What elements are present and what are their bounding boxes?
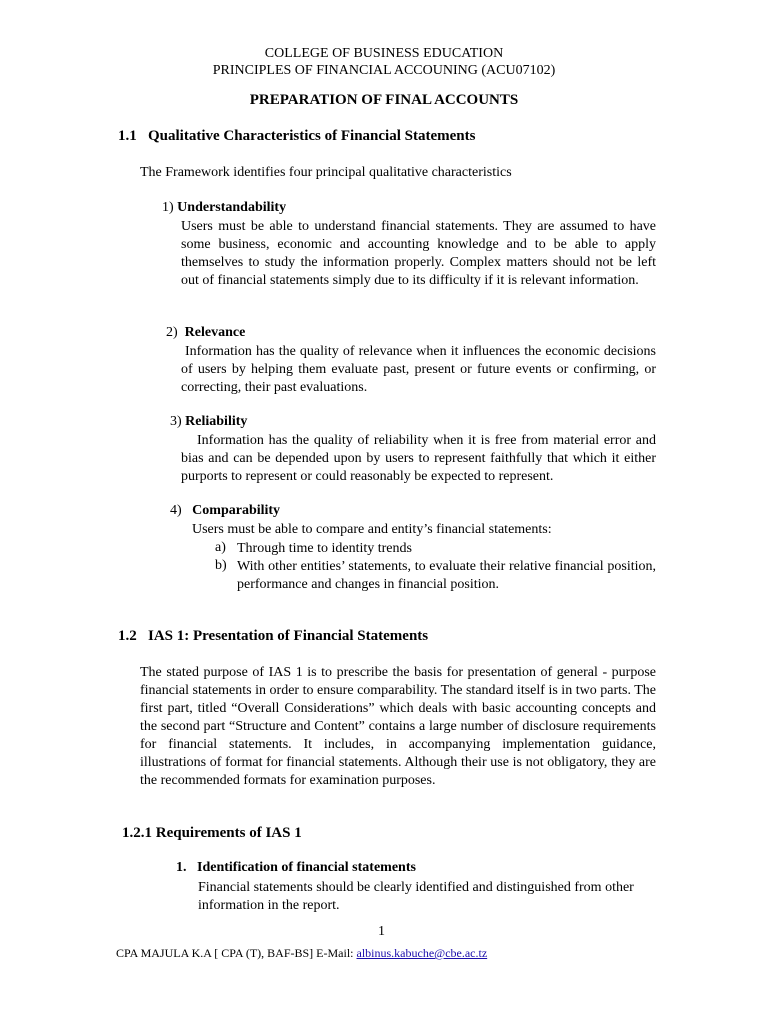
sub-item-text: With other entities’ statements, to evaluate their relative financial position, performance and changes in financial position. [237, 559, 656, 592]
footer-author: CPA MAJULA K.A [ CPA (T), BAF-BS] E-Mail: [116, 946, 357, 960]
course-title: PRINCIPLES OF FINANCIAL ACCOUNING (ACU07102) [212, 63, 556, 78]
item-marker: 4) [170, 503, 182, 518]
sub-item-marker: a) [215, 540, 226, 555]
document-title: PREPARATION OF FINAL ACCOUNTS [249, 92, 519, 108]
page-number: 1 [378, 924, 385, 939]
item-body: Information has the quality of reliability when it is free from material error and bias and can be depended upon by users to represent faithfully that which it either purports to represent or could reasonably be expected to represent. [181, 433, 656, 484]
requirement-title: Identification of financial statements [197, 860, 416, 875]
item-title: Comparability [192, 503, 281, 518]
item-title: Understandability [177, 200, 287, 215]
qualitative-item-heading [166, 325, 245, 341]
section-number: 1.2 [118, 628, 137, 644]
sub-item-text: Through time to identity trends [237, 541, 412, 556]
item-marker: 1) [162, 200, 174, 215]
requirement-body: Financial statements should be clearly identified and distinguished from other information in the report. [198, 880, 634, 913]
item-body: Users must be able to understand financial statements. They are assumed to have some business, economic and accounting knowledge and to be able to apply themselves to study the information properly. Complex matters should not be left out of financial statements simply due to its difficulty if it is relevant information. [181, 219, 656, 288]
requirement-heading [176, 860, 416, 876]
section-1-2-heading [118, 628, 428, 645]
qualitative-item-heading [162, 200, 286, 216]
qualitative-item-heading [170, 503, 280, 519]
section-1-2-1-heading: 1.2.1 Requirements of IAS 1 [122, 825, 302, 841]
sub-list [215, 540, 656, 594]
section-1-1-heading [118, 128, 475, 145]
institution-name: COLLEGE OF BUSINESS EDUCATION [264, 46, 504, 61]
section-1-2-body: The stated purpose of IAS 1 is to prescribe the basis for presentation of general - purpose financial statements in order to ensure comparability. The standard itself is in two parts. The first part, titled “Overall Considerations” which deals with basic accounting concepts and the second part “Structure and Content” contains a large number of disclosure requirements for financial statements. It includes, in accompanying implementation guidance, illustrations of format for financial statements. Although their use is not obligatory, they are the recommended formats for examination purposes. [140, 665, 656, 788]
item-marker: 2) [166, 325, 178, 340]
section-1-1-intro: The Framework identifies four principal qualitative characteristics [140, 165, 512, 180]
item-marker: 3) [170, 414, 182, 429]
section-title: Qualitative Characteristics of Financial Statements [148, 128, 476, 144]
requirement-marker: 1. [176, 860, 187, 875]
section-number: 1.1 [118, 128, 137, 144]
footer [116, 946, 487, 961]
footer-email-link[interactable]: albinus.kabuche@cbe.ac.tz [356, 946, 488, 960]
item-body: Users must be able to compare and entity’s financial statements: [192, 522, 552, 537]
sub-list-item [215, 540, 656, 558]
item-body: Information has the quality of relevance when it influences the economic decisions of users by helping them evaluate past, present or future events or confirming, or correcting, their past evaluations. [181, 344, 656, 395]
qualitative-item-heading [170, 414, 247, 430]
item-title: Reliability [185, 414, 248, 429]
sub-list-item [215, 558, 656, 594]
section-title: IAS 1: Presentation of Financial Statements [148, 628, 429, 644]
item-title: Relevance [184, 325, 246, 340]
sub-item-marker: b) [215, 558, 227, 573]
